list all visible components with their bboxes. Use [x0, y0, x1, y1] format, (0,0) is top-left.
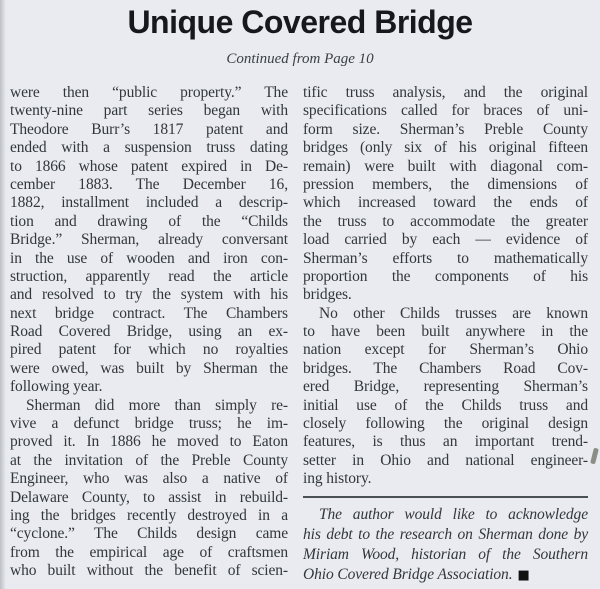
paragraph: [10, 84, 288, 397]
text-line: his debt to the research on Sherman done by: [303, 525, 588, 543]
text-line: [303, 565, 588, 585]
acknowledgment: [303, 505, 588, 585]
text-line: bridges (only six of his original fifteen: [303, 139, 588, 157]
text-line: form size. Sherman’s Preble County: [303, 120, 588, 138]
text-line: Engineer, who was also a native of: [10, 470, 288, 488]
text-line: Miriam Wood, historian of the Southern: [303, 545, 588, 563]
text-line: ing history.: [303, 470, 372, 488]
text-line: to 1866 whose patent expired in De-: [10, 157, 288, 175]
text-line: ended with a suspension truss dating: [10, 139, 288, 157]
text-line: who built without the benefit of scien-: [10, 562, 288, 580]
text-line: tion and drawing of the “Childs: [10, 212, 288, 230]
continued-from-note: Continued from Page 10: [226, 51, 374, 67]
text-line: “cyclone.” The Childs design came: [10, 525, 288, 543]
left-column: [10, 84, 288, 585]
text-line: pression members, the dimensions of: [303, 175, 588, 193]
text-line: Delaware County, to assist in rebuild-: [10, 488, 288, 506]
text-line: vive a defunct bridge truss; he im-: [10, 415, 288, 433]
text-line: setter in Ohio and national engineer-: [303, 451, 588, 469]
divider-rule: [303, 496, 588, 498]
text-line: struction, apparently read the article: [10, 267, 288, 285]
text-line: closely following the original design: [303, 415, 588, 433]
text-line: pired patent for which no royalties: [10, 341, 288, 359]
text-line: ered Bridge, representing Sherman’s: [303, 378, 588, 396]
text-line: Sherman did more than simply re-: [26, 396, 288, 414]
text-line: Theodore Burr’s 1817 patent and: [10, 120, 288, 138]
text-line: twenty-nine part series began with: [10, 102, 288, 120]
text-line: remain) were built with diagonal com-: [303, 157, 588, 175]
text-line: were owed, was built by Sherman the: [10, 359, 288, 377]
text-line: proportion the components of his: [303, 267, 588, 285]
text-line: proved it. In 1886 he moved to Eaton: [10, 433, 288, 451]
text-line: tific truss analysis, and the original: [303, 84, 588, 101]
text-line: specifications called for braces of uni-: [303, 102, 588, 120]
text-line: initial use of the Childs truss and: [303, 396, 588, 414]
text-line: to have been built anywhere in the: [303, 323, 588, 341]
text-line: which increased toward the ends of: [303, 194, 588, 212]
text-line: load carried by each — evidence of: [303, 231, 588, 249]
text-line: Road Covered Bridge, using an ex-: [10, 323, 288, 341]
end-of-article-marker: ■: [517, 567, 530, 583]
text-line: were then “public property.” The: [10, 84, 288, 101]
text-line: the truss to accommodate the greater: [303, 212, 588, 230]
text-line: from the empirical age of craftsmen: [10, 543, 288, 561]
text-line: No other Childs trusses are known: [319, 304, 588, 322]
article-title: Unique Covered Bridge: [127, 4, 473, 40]
text-line: ing the bridges recently destroyed in a: [10, 506, 288, 524]
text-line: cember 1883. The December 16,: [10, 175, 288, 193]
text-line: Ohio Covered Bridge Association.: [303, 565, 513, 583]
right-column: [303, 84, 588, 585]
text-line: bridges. The Chambers Road Cov-: [303, 359, 588, 377]
paragraph: [303, 305, 588, 489]
text-line: and resolved to try the system with his: [10, 286, 288, 304]
text-line: Bridge.” Sherman, already conversant: [10, 231, 288, 249]
paragraph: [10, 397, 288, 581]
text-line: following year.: [10, 378, 103, 396]
text-line: Sherman’s efforts to mathematically: [303, 249, 588, 267]
text-line: nation except for Sherman’s Ohio: [303, 341, 588, 359]
text-line: The author would like to acknowledge: [319, 505, 588, 523]
paragraph: [303, 84, 588, 305]
text-line: next bridge contract. The Chambers: [10, 304, 288, 322]
text-line: at the invitation of the Preble County: [10, 451, 288, 469]
text-line: features, is thus an important trend-: [303, 433, 588, 451]
two-column-body: [0, 84, 600, 585]
text-line: 1882, installment included a descrip-: [10, 194, 288, 212]
text-line: in the use of wooden and iron con-: [10, 249, 288, 267]
text-line: bridges.: [303, 286, 352, 304]
